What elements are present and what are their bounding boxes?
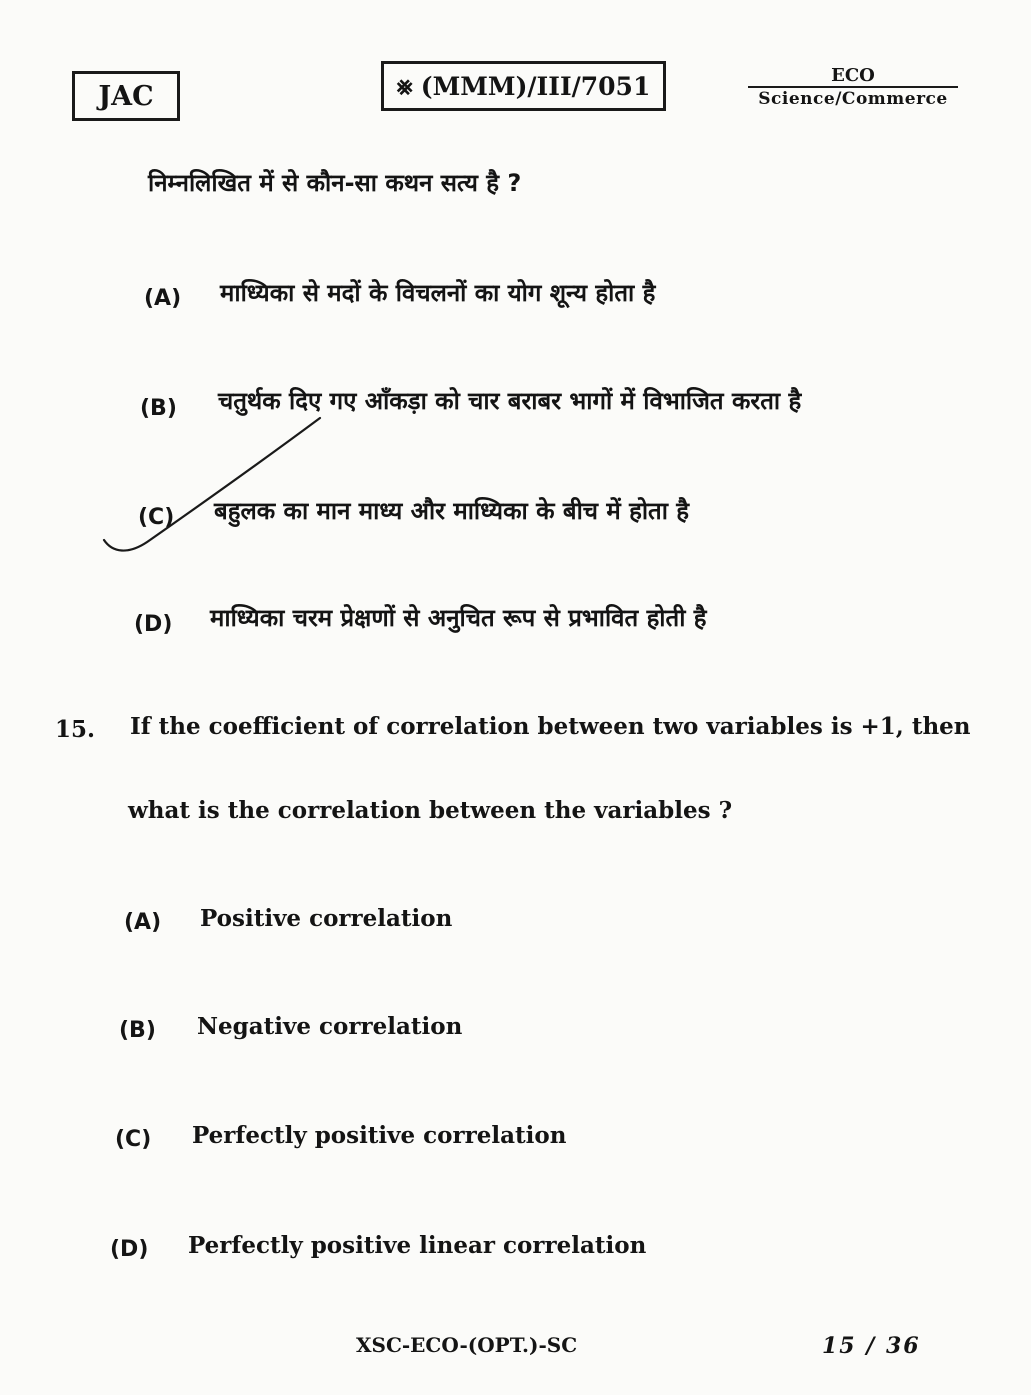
subject-label: ECO [748,66,958,88]
q14-option-b-text: चतुर्थक दिए गए आँकड़ा को चार बराबर भागों में विभाजित करता है [218,387,802,415]
code-mark-icon: ⨳ [396,70,413,101]
q15-text-line2: what is the correlation between the variables ? [128,797,733,824]
q14-option-c-label: (C) [138,505,175,530]
board-label: JAC [98,80,154,112]
q14-option-d-label: (D) [134,612,173,637]
page-number: 15 / 36 [822,1333,921,1359]
q14-option-d-text: माध्यिका चरम प्रेक्षणों से अनुचित रूप से प्रभावित होती है [210,604,707,632]
q15-option-a-text: Positive correlation [200,905,453,932]
q15-option-a-label: (A) [124,910,162,935]
stream-label: Science/Commerce [758,89,948,109]
q15-text-line1: If the coefficient of correlation between two variables is +1, then [130,713,971,740]
q15-option-b-label: (B) [119,1018,156,1043]
footer-paper-code: XSC-ECO-(OPT.)-SC [356,1333,578,1357]
q15-option-c-label: (C) [115,1127,152,1152]
q15-option-c-text: Perfectly positive correlation [192,1122,567,1149]
q14-option-b-label: (B) [140,396,177,421]
q15-option-b-text: Negative correlation [197,1013,463,1040]
q14-option-a-text: माध्यिका से मदों के विचलनों का योग शून्य होता है [220,279,656,307]
q14-stem: निम्नलिखित में से कौन-सा कथन सत्य है ? [148,169,522,197]
q15-number: 15. [55,716,96,743]
q15-option-d-text: Perfectly positive linear correlation [188,1232,647,1259]
q14-option-a-label: (A) [144,286,182,311]
q14-option-c-text: बहुलक का मान माध्य और माध्यिका के बीच में होता है [214,497,690,525]
paper-code: (MMM)/III/7051 [420,71,651,101]
q15-option-d-label: (D) [110,1237,149,1262]
